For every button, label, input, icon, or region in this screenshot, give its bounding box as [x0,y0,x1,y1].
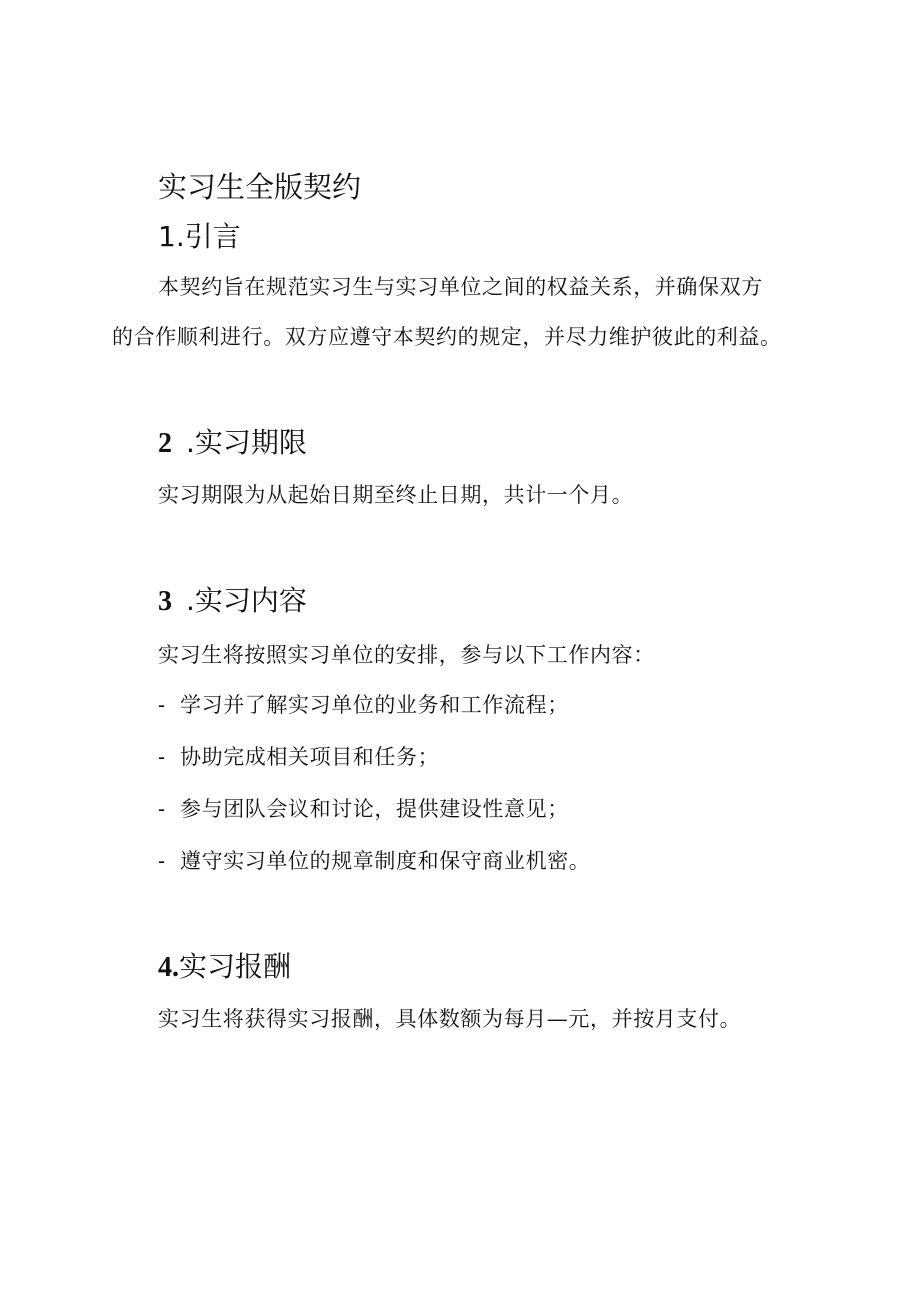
list-marker: - [158,849,166,873]
section-3-number: 3 [158,586,172,617]
section-3-title: .实习内容 [186,584,307,617]
section-3-heading [158,582,307,621]
list-item-text: 学习并了解实习单位的业务和工作流程； [180,693,569,717]
document-title: 实习生全版契约 [158,170,362,204]
section-4-paragraph: 实习生将获得实习报酬，具体数额为每月—元，并按月支付。 [158,1007,742,1031]
section-4-title: 实习报酬 [179,950,292,983]
list-marker: - [158,745,166,769]
section-3-paragraph: 实习生将按照实习单位的安排，参与以下工作内容： [158,643,655,667]
section-1-title: 引言 [184,220,241,253]
section-1-paragraph-line-2: 的合作顺利进行。双方应遵守本契约的规定，并尽力维护彼此的利益。 [112,325,782,349]
list-marker: - [158,797,166,821]
section-2-paragraph: 实习期限为从起始日期至终止日期，共计一个月。 [158,483,634,507]
list-item [158,846,590,876]
list-item-text: 协助完成相关项目和任务； [180,745,440,769]
list-item [158,742,439,772]
section-2-number: 2 [158,428,172,459]
section-1-paragraph-line-1: 本契约旨在规范实习生与实习单位之间的权益关系，并确保双方 [158,275,763,299]
list-item-text: 参与团队会议和讨论，提供建设性意见； [180,797,569,821]
section-1-heading [158,218,241,256]
list-marker: - [158,693,166,717]
section-4-number: 4. [158,952,179,983]
list-item [158,690,569,720]
list-item [158,794,569,824]
list-item-text: 遵守实习单位的规章制度和保守商业机密。 [180,849,591,873]
section-1-number: 1. [158,220,185,253]
section-4-heading [158,948,291,987]
section-2-heading [158,424,307,463]
section-2-title: .实习期限 [186,426,307,459]
